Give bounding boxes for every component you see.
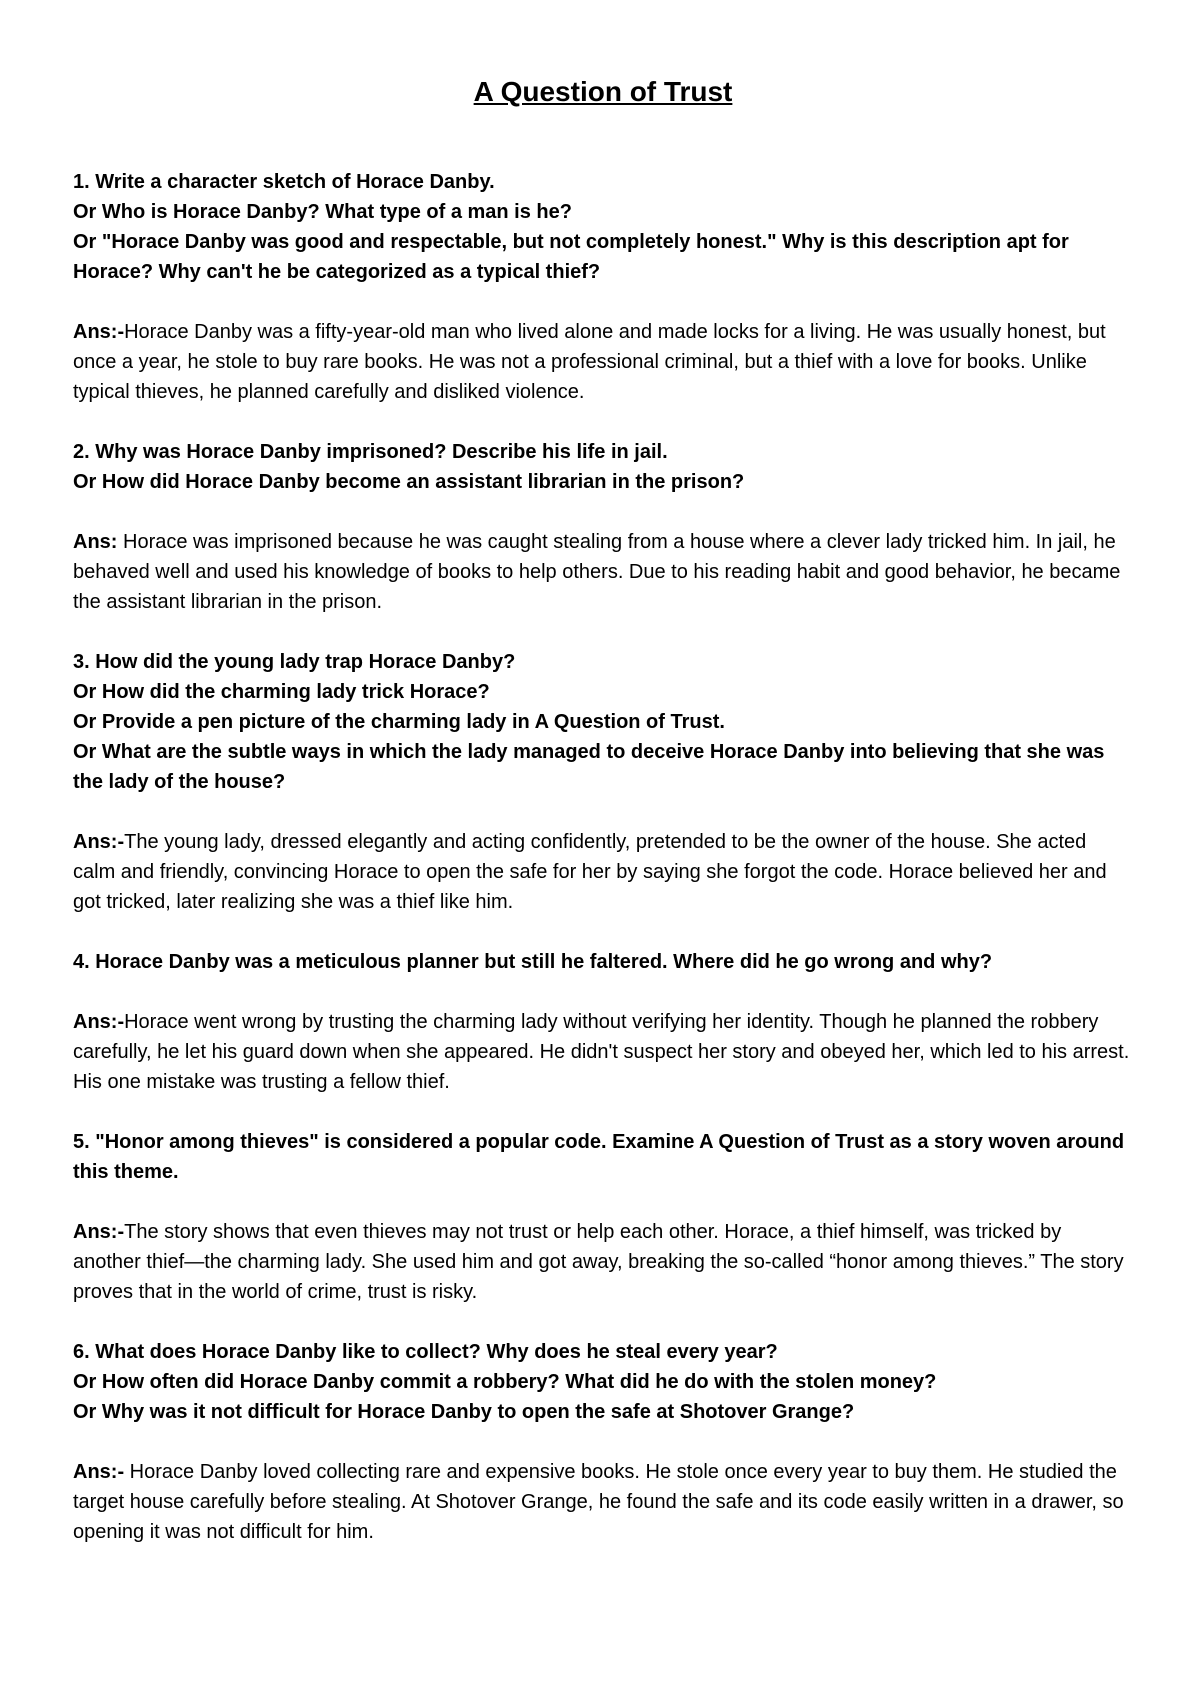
answer-5 [73,1217,1133,1307]
qa-item-5 [73,1127,1133,1307]
question-line: Or Provide a pen picture of the charming lady in A Question of Trust. [73,711,725,733]
question-line: 2. Why was Horace Danby imprisoned? Describe his life in jail. [73,441,668,463]
question-2 [73,437,1133,497]
answer-label: Ans:- [73,1011,125,1033]
answer-label: Ans:- [73,831,125,853]
answer-text: Horace went wrong by trusting the charming lady without verifying her identity. Though he planned the robbery carefully, he let his guard down when she appeared. He didn't suspect her story and obeyed her, which led to his arrest. His one mistake was trusting a fellow thief. [73,1011,1130,1093]
answer-text: Horace was imprisoned because he was caught stealing from a house where a clever lady tricked him. In jail, he behaved well and used his knowledge of books to help others. Due to his reading habit and good behavior, he became the assistant librarian in the prison. [73,531,1121,613]
answer-2 [73,527,1133,617]
question-line: 6. What does Horace Danby like to collect? Why does he steal every year? [73,1341,778,1363]
answer-4 [73,1007,1133,1097]
answer-text: The young lady, dressed elegantly and acting confidently, pretended to be the owner of the house. She acted calm and friendly, convincing Horace to open the safe for her by saying she forgot the code. Horace believed her and got tricked, later realizing she was a thief like him. [73,831,1107,913]
question-line: 5. "Honor among thieves" is considered a popular code. Examine A Question of Trust as a story woven around this theme. [73,1131,1125,1183]
answer-3 [73,827,1133,917]
qa-item-2 [73,437,1133,617]
answer-text: Horace Danby loved collecting rare and expensive books. He stole once every year to buy them. He studied the target house carefully before stealing. At Shotover Grange, he found the safe and its code easily written in a drawer, so opening it was not difficult for him. [73,1461,1124,1543]
answer-label: Ans:- [73,321,125,343]
document-title: A Question of Trust [473,76,733,107]
qa-item-6 [73,1337,1133,1547]
answer-1 [73,317,1133,407]
question-4 [73,947,1133,977]
question-line: Or How often did Horace Danby commit a robbery? What did he do with the stolen money? [73,1371,937,1393]
question-3 [73,647,1133,797]
question-line: Or "Horace Danby was good and respectable, but not completely honest." Why is this description apt for Horace? Why can't he be categorized as a typical thief? [73,231,1069,283]
question-line: Or Why was it not difficult for Horace Danby to open the safe at Shotover Grange? [73,1401,855,1423]
question-line: 3. How did the young lady trap Horace Danby? [73,651,516,673]
question-line: Or How did the charming lady trick Horace? [73,681,490,703]
answer-label: Ans: [73,531,118,553]
qa-item-4 [73,947,1133,1097]
answer-text: The story shows that even thieves may not trust or help each other. Horace, a thief himself, was tricked by another thief—the charming lady. She used him and got away, breaking the so-called “honor among thieves.” The story proves that in the world of crime, trust is risky. [73,1221,1124,1303]
question-line: 1. Write a character sketch of Horace Danby. [73,171,495,193]
question-line: 4. Horace Danby was a meticulous planner but still he faltered. Where did he go wrong and why? [73,951,993,973]
answer-6 [73,1457,1133,1547]
qa-item-3 [73,647,1133,917]
qa-item-1 [73,167,1133,407]
question-line: Or What are the subtle ways in which the lady managed to deceive Horace Danby into believing that she was the lady of the house? [73,741,1105,793]
document-page [73,72,1133,1577]
answer-label: Ans:- [73,1461,125,1483]
question-1 [73,167,1133,287]
answer-label: Ans:- [73,1221,125,1243]
question-5 [73,1127,1133,1187]
question-line: Or How did Horace Danby become an assistant librarian in the prison? [73,471,745,493]
answer-text: Horace Danby was a fifty-year-old man who lived alone and made locks for a living. He was usually honest, but once a year, he stole to buy rare books. He was not a professional criminal, but a thief with a love for books. Unlike typical thieves, he planned carefully and disliked violence. [73,321,1106,403]
question-6 [73,1337,1133,1427]
question-line: Or Who is Horace Danby? What type of a man is he? [73,201,572,223]
